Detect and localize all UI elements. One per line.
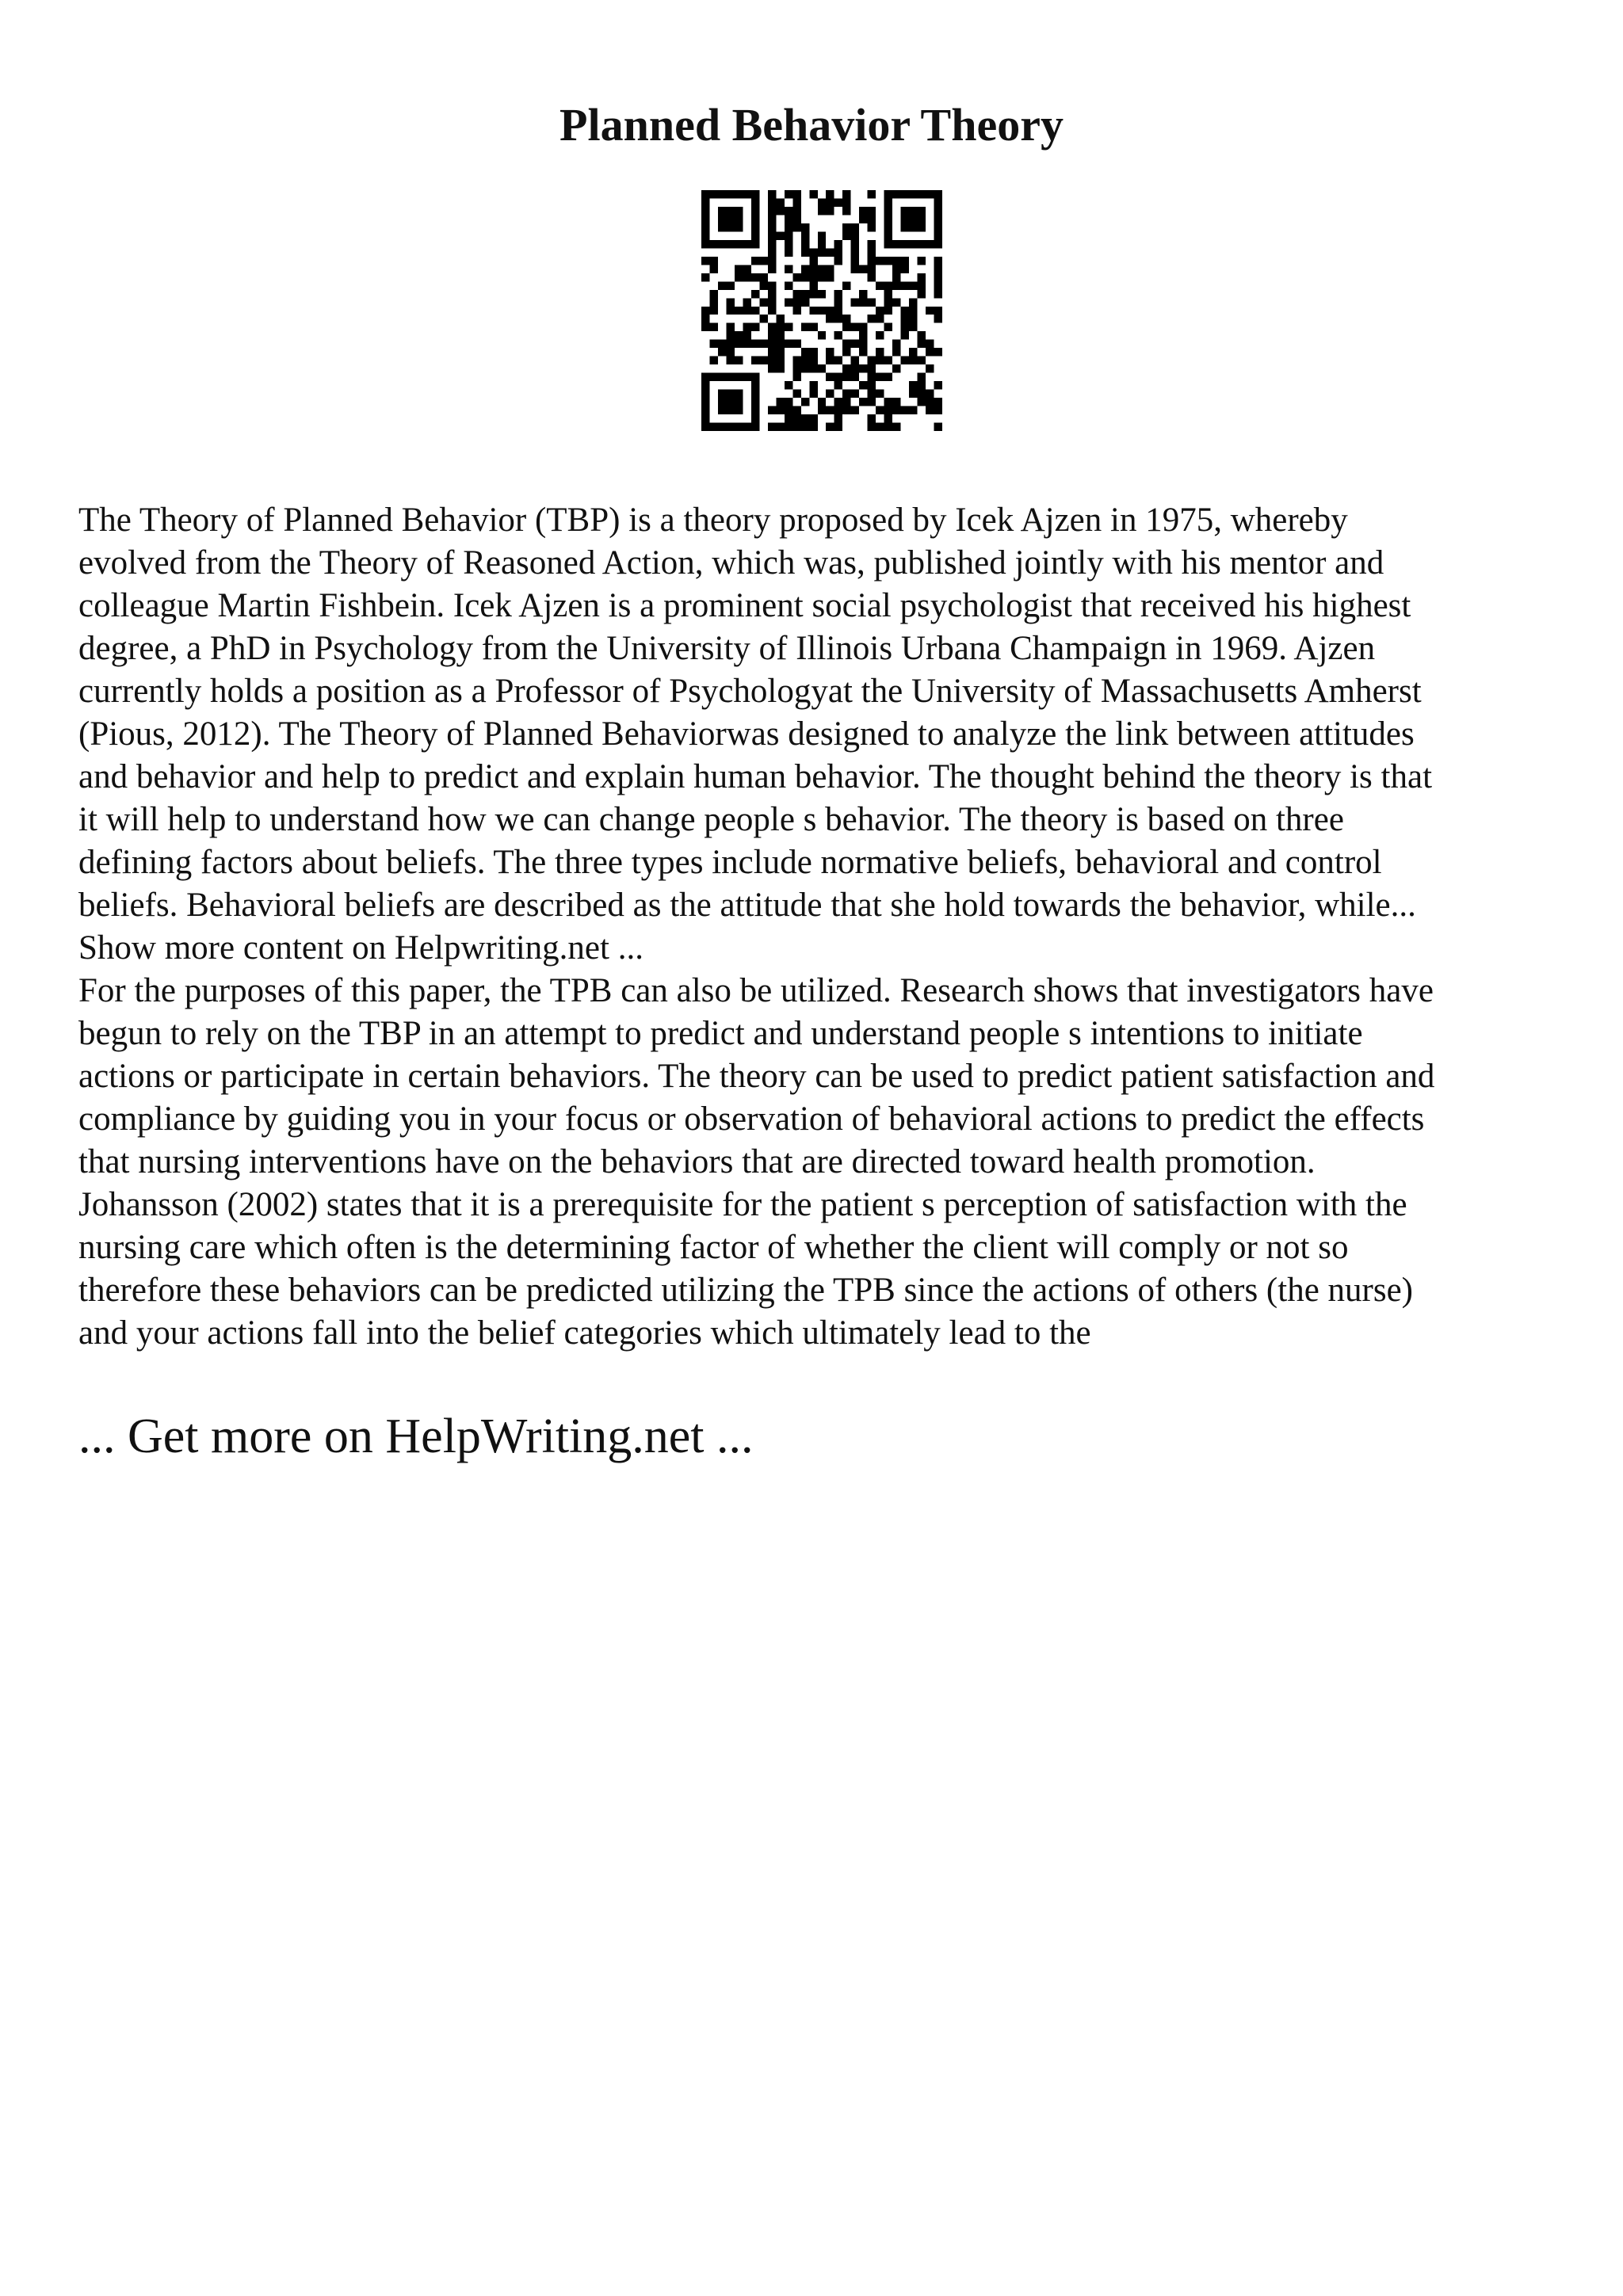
text-line: actions or participate in certain behaviors. The theory can be used to predict patient satisfaction and: [78, 1058, 1435, 1095]
text-line: nursing care which often is the determining factor of whether the client will comply or not so: [78, 1229, 1349, 1266]
text-line: defining factors about beliefs. The three types include normative beliefs, behavioral and control: [78, 844, 1382, 881]
qr-code-icon: [701, 190, 942, 431]
page-title: Planned Behavior Theory: [559, 99, 1064, 151]
text-line: currently holds a position as a Professor of Psychologyat the University of Massachusetts Amherst: [78, 673, 1422, 710]
text-line: it will help to understand how we can change people s behavior. The theory is based on three: [78, 801, 1344, 838]
paragraph-2: [78, 970, 1568, 1355]
text-line: that nursing interventions have on the behaviors that are directed toward health promotion.: [78, 1143, 1316, 1180]
text-line: For the purposes of this paper, the TPB can also be utilized. Research shows that investigators have: [78, 972, 1434, 1009]
text-line: begun to rely on the TBP in an attempt to predict and understand people s intentions to initiate: [78, 1015, 1363, 1052]
get-more-link: ... Get more on HelpWriting.net ...: [78, 1409, 754, 1463]
paragraph-1: [78, 499, 1568, 927]
text-line: therefore these behaviors can be predicted utilizing the TPB since the actions of others (the nurse): [78, 1272, 1413, 1309]
text-line: degree, a PhD in Psychology from the University of Illinois Urbana Champaign in 1969. Ajzen: [78, 630, 1376, 667]
show-more-line: [78, 927, 1568, 970]
text-line: compliance by guiding you in your focus or observation of behavioral actions to predict the effects: [78, 1100, 1425, 1138]
text-line: colleague Martin Fishbein. Icek Ajzen is a prominent social psychologist that received his highest: [78, 587, 1411, 624]
text-line: The Theory of Planned Behavior (TBP) is a theory proposed by Icek Ajzen in 1975, whereby: [78, 502, 1348, 539]
text-line: and your actions fall into the belief categories which ultimately lead to the: [78, 1314, 1091, 1352]
text-line: and behavior and help to predict and explain human behavior. The thought behind the theory is that: [78, 758, 1433, 795]
text-line: (Pious, 2012). The Theory of Planned Behaviorwas designed to analyze the link between attitudes: [78, 715, 1415, 753]
text-line: Johansson (2002) states that it is a prerequisite for the patient s perception of satisfaction with the: [78, 1186, 1407, 1223]
show-more-text: Show more content on Helpwriting.net ...: [78, 929, 643, 967]
text-line: beliefs. Behavioral beliefs are described as the attitude that she hold towards the behavior, while...: [78, 887, 1416, 924]
text-line: evolved from the Theory of Reasoned Action, which was, published jointly with his mentor and: [78, 544, 1384, 582]
article-body: [78, 499, 1568, 1355]
